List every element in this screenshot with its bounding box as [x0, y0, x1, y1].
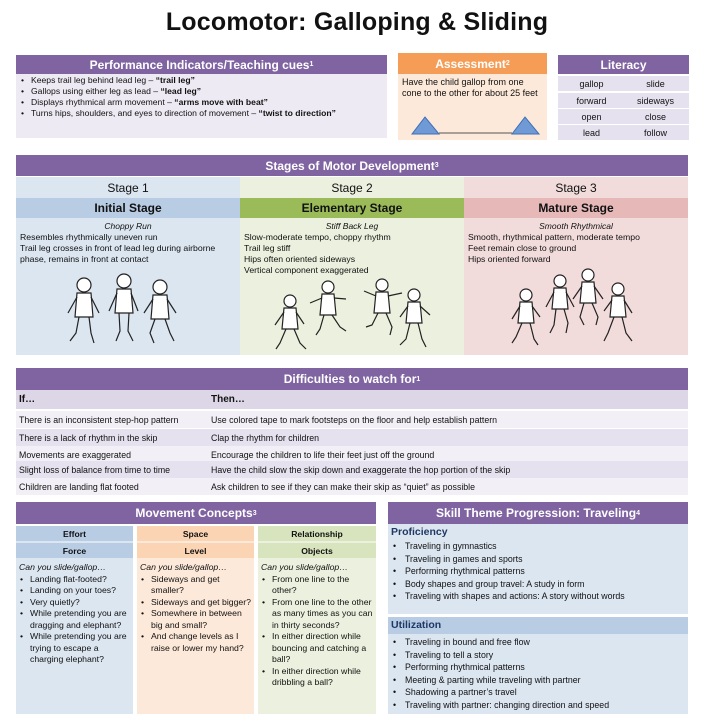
- cue-text: Keeps trail leg behind lead leg –: [31, 75, 156, 85]
- relationship-body: [258, 558, 376, 693]
- stage-2-column: [240, 177, 464, 355]
- difficulties-header: [16, 368, 688, 390]
- relationship-title: Relationship: [258, 526, 376, 541]
- stage-2-body: [240, 218, 464, 279]
- cue-item: [19, 108, 384, 119]
- list-item: • Performing rhythmical patterns: [388, 565, 688, 578]
- list-item: • Landing flat-footed?: [19, 574, 130, 586]
- list-item: • Sideways and get smaller?: [140, 574, 251, 597]
- performance-header-sup: 1: [309, 61, 314, 68]
- proficiency-list: [388, 540, 688, 603]
- page-title: Locomotor: Galloping & Sliding: [165, 8, 549, 36]
- difficulty-if: Children are landing flat footed: [19, 481, 139, 492]
- skill-header-sup: 4: [636, 509, 640, 517]
- utilization-panel: [388, 617, 688, 714]
- difficulties-header-text: Difficulties to watch for: [283, 372, 417, 386]
- movement-relationship-column: [258, 526, 376, 714]
- literacy-header-text: Literacy: [600, 57, 647, 72]
- difficulty-then: Clap the rhythm for children: [211, 432, 320, 443]
- performance-header: [16, 55, 387, 74]
- list-item: • Body shapes and group travel: A study in form: [388, 578, 688, 591]
- stage-3-line: Feet remain close to ground: [468, 243, 577, 253]
- col-then: Then…: [211, 394, 245, 405]
- stage-3-line: Smooth, rhythmical pattern, moderate tempo: [468, 232, 640, 242]
- difficulties-header-sup: 1: [416, 375, 421, 383]
- stage-1-line: Trail leg crosses in front of lead leg during airborne phase, remains in front at contact: [20, 243, 216, 264]
- space-list: [140, 574, 251, 655]
- stage-1-number: Stage 1: [16, 177, 240, 198]
- movement-header-sup: 3: [252, 509, 257, 517]
- cue-keyword: “trail leg”: [155, 75, 195, 85]
- stage-3-line: Hips oriented forward: [468, 254, 551, 264]
- literacy-header: [558, 55, 689, 74]
- space-body: [137, 558, 254, 658]
- list-item: • Traveling in bound and free flow: [388, 636, 688, 649]
- stage-3-number: Stage 3: [464, 177, 688, 198]
- literacy-word: lead: [558, 125, 625, 140]
- list-item: • Meeting & parting while traveling with partner: [388, 674, 688, 687]
- stage-3-name: Mature Stage: [464, 198, 688, 218]
- literacy-grid: [558, 75, 689, 141]
- cue-item: [19, 86, 384, 97]
- literacy-word: open: [558, 109, 625, 124]
- literacy-word: slide: [622, 76, 689, 91]
- stage-2-line: Slow-moderate tempo, choppy rhythm: [244, 232, 391, 242]
- cue-item: [19, 97, 384, 108]
- assessment-text: Have the child gallop from one cone to the other for about 25 feet: [402, 77, 538, 98]
- relationship-sub: Objects: [258, 543, 376, 558]
- assessment-header-text: Assessment: [435, 56, 506, 71]
- stage-1-children-illustration: [16, 273, 240, 353]
- literacy-word: close: [622, 109, 689, 124]
- col-if: If…: [19, 394, 36, 405]
- list-item: • Traveling in games and sports: [388, 553, 688, 566]
- movement-header-text: Movement Concepts: [135, 506, 253, 520]
- list-item: • Performing rhythmical patterns: [388, 661, 688, 674]
- stage-3-column: [464, 177, 688, 355]
- stage-2-line: Trail leg stiff: [244, 243, 291, 253]
- stages-header: [16, 155, 688, 176]
- proficiency-title: Proficiency: [391, 526, 448, 538]
- skill-header: [388, 502, 688, 524]
- difficulty-if: There is a lack of rhythm in the skip: [19, 432, 158, 443]
- performance-panel: [16, 74, 387, 138]
- effort-sub: Force: [16, 543, 133, 558]
- effort-title: Effort: [16, 526, 133, 541]
- list-item: • Somewhere in between big and small?: [140, 608, 251, 631]
- list-item: • From one line to the other as many times as you can in thirty seconds?: [261, 597, 373, 632]
- list-item: • While pretending you are dragging and elephant?: [19, 608, 130, 631]
- difficulty-if: Slight loss of balance from time to time: [19, 464, 171, 475]
- difficulties-table-head: [16, 390, 688, 409]
- space-sub: Level: [137, 543, 254, 558]
- stages-header-text: Stages of Motor Development: [265, 158, 435, 173]
- difficulty-then: Encourage the children to life their feet just off the ground: [211, 449, 435, 460]
- stage-2-name: Elementary Stage: [240, 198, 464, 218]
- stage-1-subtitle: Choppy Run: [104, 221, 152, 231]
- utilization-title: Utilization: [388, 617, 688, 634]
- proficiency-panel: [388, 524, 688, 614]
- space-prompt: Can you slide/gallop…: [140, 562, 227, 572]
- cue-item: [19, 75, 384, 86]
- stage-1-line: Resembles rhythmically uneven run: [20, 232, 158, 242]
- difficulty-then: Ask children to see if they can make their skip as “quiet” as possible: [211, 481, 476, 492]
- stage-2-number: Stage 2: [240, 177, 464, 198]
- list-item: • Very quietly?: [19, 597, 130, 609]
- cue-text: Gallops using either leg as lead –: [31, 86, 161, 96]
- literacy-word: forward: [558, 93, 625, 108]
- literacy-word: sideways: [622, 93, 689, 108]
- stage-2-children-illustration: [240, 275, 464, 355]
- list-item: • Landing on your toes?: [19, 585, 130, 597]
- stage-2-line: Vertical component exaggerated: [244, 265, 369, 275]
- space-title: Space: [137, 526, 254, 541]
- stages-header-sup: 3: [434, 162, 439, 169]
- effort-body: [16, 558, 133, 670]
- list-item: • From one line to the other?: [261, 574, 373, 597]
- cue-keyword: “twist to direction”: [258, 108, 336, 118]
- stage-3-subtitle: Smooth Rhythmical: [539, 221, 613, 231]
- stage-1-name: Initial Stage: [16, 198, 240, 218]
- table-row: [16, 478, 688, 495]
- list-item: • In either direction while bouncing and catching a ball?: [261, 631, 373, 666]
- list-item: • Shadowing a partner’s travel: [388, 686, 688, 699]
- stage-2-line: Hips often oriented sideways: [244, 254, 356, 264]
- utilization-list: [388, 636, 688, 711]
- difficulty-if: There is an inconsistent step-hop pattern: [19, 414, 179, 425]
- list-item: • Traveling to tell a story: [388, 649, 688, 662]
- difficulty-if: Movements are exaggerated: [19, 449, 131, 460]
- table-row: [16, 429, 688, 446]
- movement-effort-column: [16, 526, 133, 714]
- stage-2-subtitle: Stiff Back Leg: [325, 221, 379, 231]
- list-item: • While pretending you are trying to escape a charging elephant?: [19, 631, 130, 666]
- table-row: [16, 411, 688, 428]
- list-item: • In either direction while dribbling a ball?: [261, 666, 373, 689]
- cue-keyword: “lead leg”: [160, 86, 202, 96]
- list-item: • And change levels as I raise or lower my hand?: [140, 631, 251, 654]
- difficulty-then: Have the child slow the skip down and exaggerate the hop portion of the skip: [211, 464, 511, 475]
- movement-header: [16, 502, 376, 524]
- cue-text: Displays rhythmical arm movement –: [31, 97, 175, 107]
- cue-keyword: “arms move with beat”: [174, 97, 268, 107]
- literacy-word: follow: [622, 125, 689, 140]
- skill-header-text: Skill Theme Progression: Traveling: [436, 506, 637, 520]
- list-item: • Sideways and get bigger?: [140, 597, 251, 609]
- cones-icon: [398, 74, 547, 140]
- assessment-panel: [398, 74, 547, 140]
- effort-prompt: Can you slide/gallop…: [19, 562, 106, 572]
- performance-cues-list: [19, 75, 384, 119]
- stage-3-children-illustration: [464, 263, 688, 353]
- stage-1-body: [16, 218, 240, 268]
- assessment-header: [398, 53, 547, 74]
- performance-header-text: Performance Indicators/Teaching cues: [89, 57, 310, 72]
- relationship-list: [261, 574, 373, 689]
- cue-text: Turns hips, shoulders, and eyes to direction of movement –: [31, 108, 259, 118]
- list-item: • Traveling with partner: changing direction and speed: [388, 699, 688, 712]
- table-row: [16, 461, 688, 478]
- literacy-word: gallop: [558, 76, 625, 91]
- stage-1-column: [16, 177, 240, 355]
- effort-list: [19, 574, 130, 666]
- assessment-header-sup: 2: [505, 60, 510, 67]
- difficulty-then: Use colored tape to mark footsteps on the floor and help establish pattern: [211, 414, 498, 425]
- relationship-prompt: Can you slide/gallop…: [261, 562, 348, 572]
- movement-space-column: [137, 526, 254, 714]
- stage-3-body: [464, 218, 688, 268]
- list-item: • Traveling with shapes and actions: A story without words: [388, 590, 688, 603]
- list-item: • Traveling in gymnastics: [388, 540, 688, 553]
